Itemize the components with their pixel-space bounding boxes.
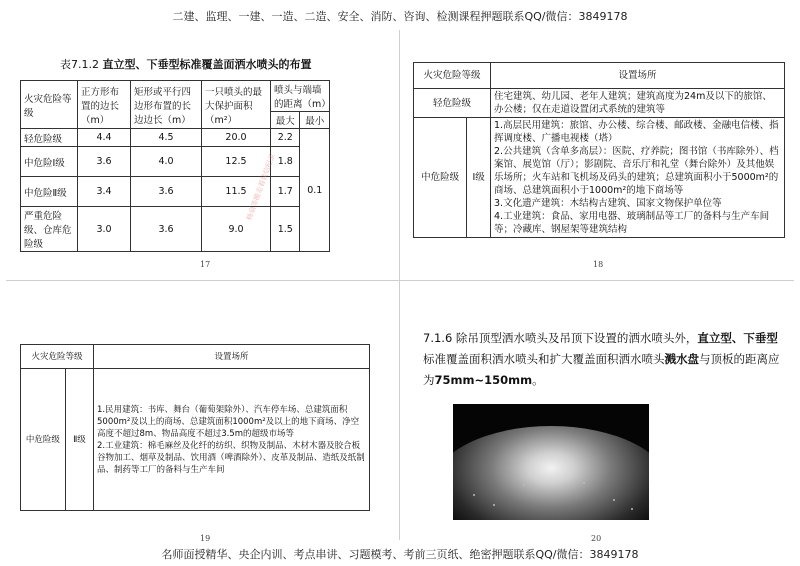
mid-level-label: 中危险级 bbox=[414, 118, 467, 238]
row-area: 11.5 bbox=[202, 177, 271, 207]
para-bold: 溅水盘 bbox=[664, 352, 699, 366]
header-square: 正方形布置的边长（m） bbox=[78, 81, 131, 129]
page-number: 20 bbox=[591, 534, 602, 542]
row-square: 4.4 bbox=[78, 129, 131, 147]
header-rect: 矩形或平行四边形布置的长边边长（m） bbox=[131, 81, 202, 129]
mid-sub-level: Ⅱ级 bbox=[65, 369, 93, 511]
mid-level-places bbox=[94, 369, 370, 511]
sprinkler-layout-table bbox=[20, 80, 330, 252]
hazard-classification-table bbox=[20, 344, 370, 511]
para-bold: 75mm~150mm bbox=[434, 373, 533, 387]
water-droplet bbox=[631, 508, 633, 510]
para-part: 7.1.6 除吊顶型洒水喷头及吊顶下设置的洒水喷头外， bbox=[423, 331, 698, 345]
horizontal-divider bbox=[6, 280, 794, 281]
para-part: 。 bbox=[532, 373, 544, 387]
list-item: 1.高层民用建筑：旅馆、办公楼、综合楼、邮政楼、金融电信楼、指挥调度楼、广播电视楼（塔） bbox=[494, 120, 779, 144]
header-area: 一只喷头的最大保护面积（m²） bbox=[202, 81, 271, 129]
page-number: 19 bbox=[200, 534, 211, 542]
page-number: 17 bbox=[200, 260, 211, 269]
header-place: 设置场所 bbox=[491, 63, 785, 89]
row-square: 3.6 bbox=[78, 147, 131, 177]
row-max: 1.7 bbox=[271, 177, 300, 207]
light-level-places: 住宅建筑、幼儿园、老年人建筑；建筑高度为24m及以下的旅馆、办公楼；仅在走道设置闭式系统的建筑等 bbox=[491, 89, 785, 118]
header-place: 设置场所 bbox=[94, 345, 370, 369]
title-prefix: 表7.1.2 bbox=[60, 58, 103, 71]
para-bold: 直立型、下垂型 bbox=[697, 331, 778, 345]
header-hazard: 火灾危险等级 bbox=[21, 345, 94, 369]
table-7-1-2-title bbox=[60, 56, 312, 72]
row-max: 2.2 bbox=[271, 129, 300, 147]
list-item: 2.公共建筑（含单多高层）：医院、疗养院；图书馆（书库除外）、档案馆、展览馆（厅）；影剧院、音乐厅和礼堂（舞台除外）及其他娱乐场所；火车站和飞机场及码头的建筑；总建筑面积小于5000m²的商场、总建筑面积小于1000m²的地下商场等 bbox=[494, 146, 779, 196]
water-droplet bbox=[473, 494, 475, 496]
clause-7-1-6 bbox=[423, 328, 788, 391]
page-17 bbox=[8, 32, 394, 277]
row-level: 中危险Ⅱ级 bbox=[21, 177, 78, 207]
water-droplet bbox=[613, 499, 615, 501]
light-level-label: 轻危险级 bbox=[414, 89, 491, 118]
page-20 bbox=[405, 284, 793, 542]
list-item: 1.民用建筑：书库、舞台（葡萄架除外）、汽车停车场、总建筑面积5000m²及以上的商场、总建筑面积1000m²及以上的地下商场、净空高度不超过8m、物品高度不超过3.5m的超级市场等 bbox=[97, 404, 360, 439]
row-level: 轻危险级 bbox=[21, 129, 78, 147]
header-distance: 喷头与端墙的距离（m） bbox=[271, 81, 330, 112]
row-square: 3.4 bbox=[78, 177, 131, 207]
watermark: 杨扇等搬走看我信纪录 bbox=[245, 152, 277, 222]
page-19 bbox=[8, 284, 394, 542]
row-area: 20.0 bbox=[202, 129, 271, 147]
mid-level-places bbox=[491, 118, 785, 238]
header-max: 最大 bbox=[271, 112, 300, 129]
page-number: 18 bbox=[593, 260, 604, 269]
list-item: 3.文化遗产建筑：木结构古建筑、国家文物保护单位等 bbox=[494, 198, 722, 209]
row-square: 3.0 bbox=[78, 207, 131, 252]
header-hazard: 火灾危险等级 bbox=[21, 81, 78, 129]
row-area: 9.0 bbox=[202, 207, 271, 252]
list-item: 2.工业建筑：棉毛麻丝及化纤的纺织、织物及制品、木材木器及胶合板谷物加工、烟草及制品、饮用酒（啤酒除外）、皮革及制品、造纸及纸制品、制药等工厂的备料与生产车间 bbox=[97, 440, 365, 475]
spray-pattern bbox=[453, 426, 649, 520]
row-max: 1.8 bbox=[271, 147, 300, 177]
row-rect: 3.6 bbox=[131, 177, 202, 207]
page-18 bbox=[405, 32, 793, 277]
list-item: 4.工业建筑：食品、家用电器、玻璃制品等工厂的备料与生产车间等；冷藏库、钢屋架等建筑结构 bbox=[494, 211, 770, 235]
mid-sub-level: Ⅰ级 bbox=[467, 118, 491, 238]
water-droplet bbox=[493, 504, 495, 506]
row-area: 12.5 bbox=[202, 147, 271, 177]
header-min: 最小 bbox=[300, 112, 330, 129]
row-rect: 4.0 bbox=[131, 147, 202, 177]
page-footer-banner: 名师面授精华、央企内训、考点串讲、习题模考、考前三页纸、绝密押题联系QQ/微信：3849178 bbox=[161, 548, 639, 561]
row-rect: 4.5 bbox=[131, 129, 202, 147]
row-level: 严重危险级、仓库危险级 bbox=[21, 207, 78, 252]
para-part: 与顶板的距离应为 bbox=[423, 352, 780, 387]
title-bold: 直立型、下垂型 bbox=[102, 58, 180, 71]
water-droplet bbox=[583, 482, 585, 484]
sprinkler-spray-photo bbox=[453, 404, 649, 520]
row-rect: 3.6 bbox=[131, 207, 202, 252]
vertical-divider bbox=[399, 30, 400, 540]
min-distance-cell: 0.1 bbox=[300, 129, 330, 252]
row-max: 1.5 bbox=[271, 207, 300, 252]
row-level: 中危险Ⅰ级 bbox=[21, 147, 78, 177]
header-hazard: 火灾危险等级 bbox=[414, 63, 491, 89]
title-rest: 标准覆盖面洒水喷头的布置 bbox=[179, 58, 312, 71]
para-part: 标准覆盖面积洒水喷头和扩大覆盖面积洒水喷头 bbox=[423, 352, 665, 366]
mid-level-label: 中危险级 bbox=[21, 369, 66, 511]
hazard-classification-table bbox=[413, 62, 785, 238]
page-header-banner: 二建、监理、一建、一造、二造、安全、消防、咨询、检测课程押题联系QQ/微信：3849178 bbox=[172, 10, 628, 23]
water-droplet bbox=[523, 484, 525, 486]
